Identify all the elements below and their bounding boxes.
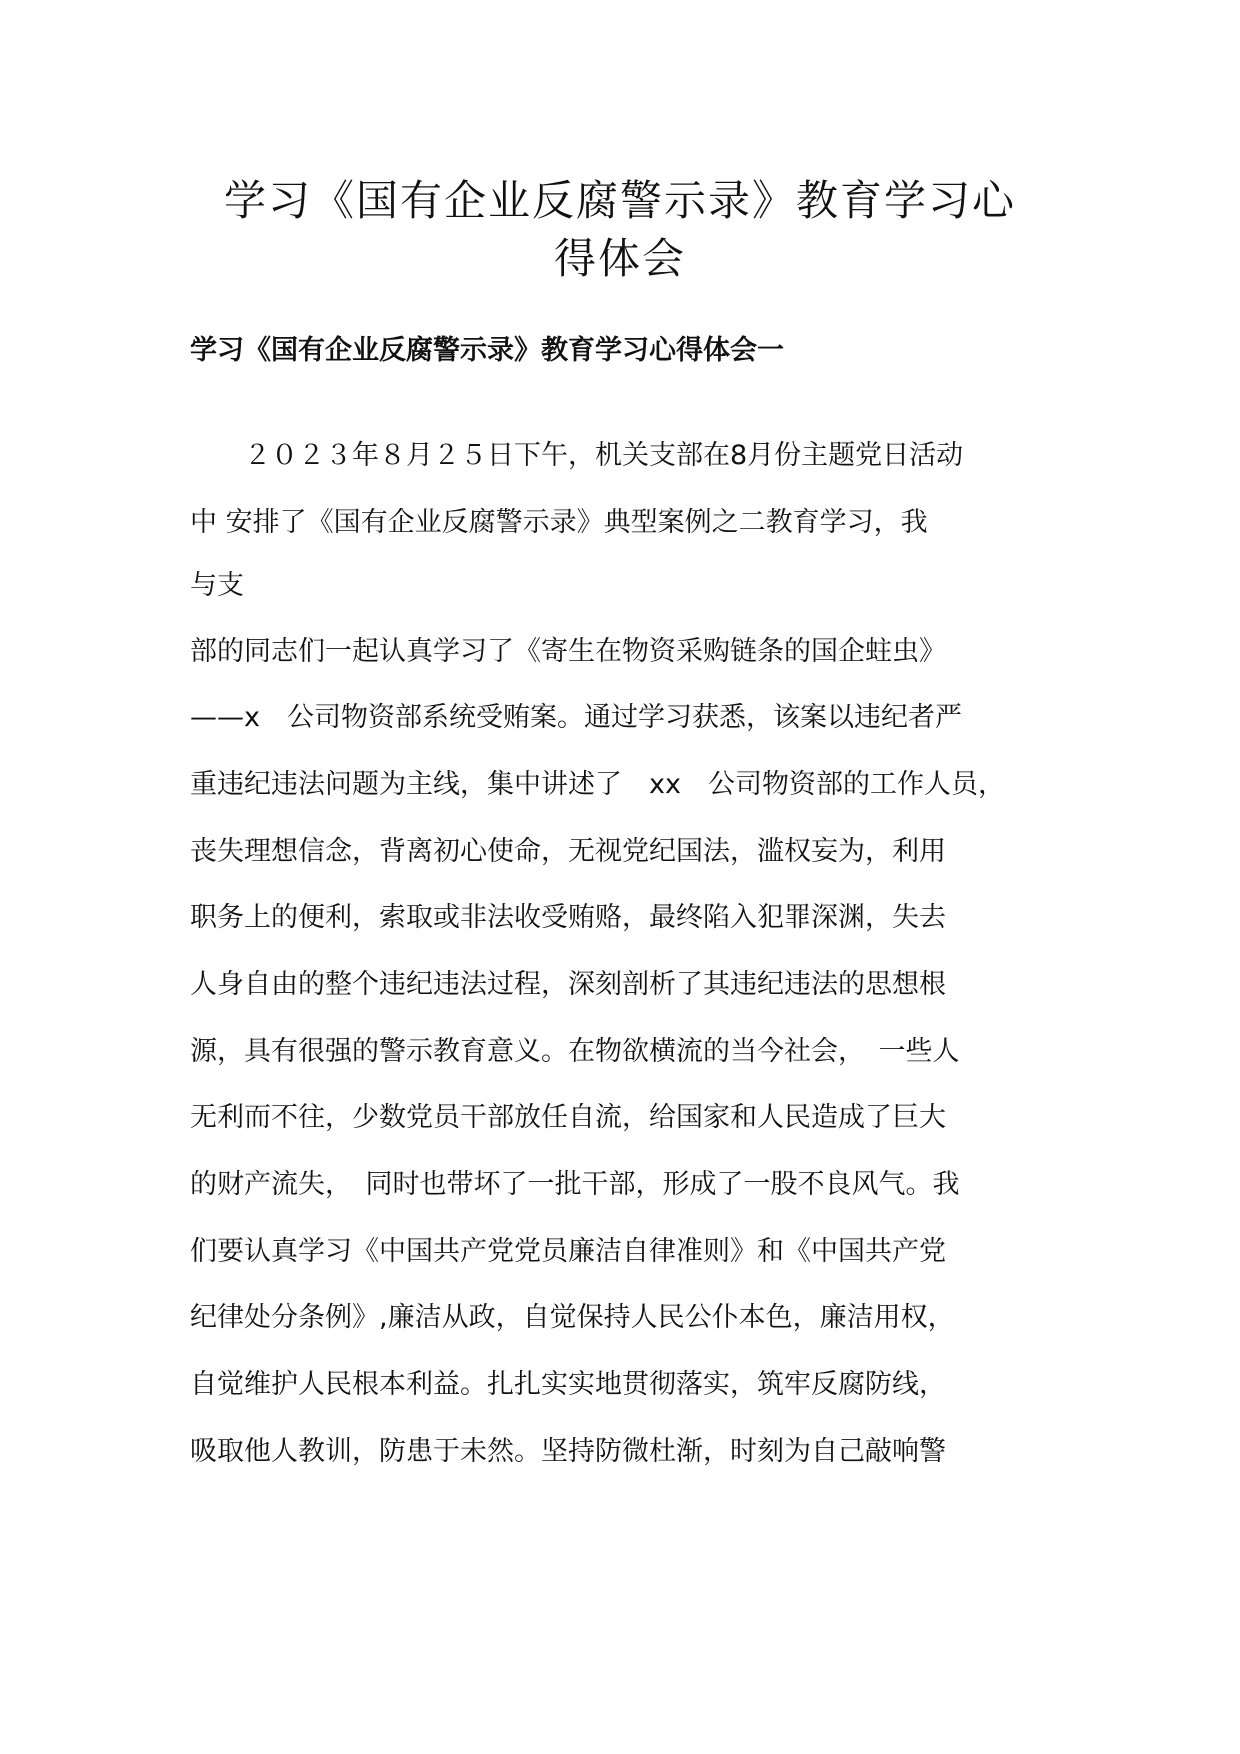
body-line: 中 安排了《国有企业反腐警示录》典型案例之二教育学习，我 <box>190 507 928 538</box>
body-line: 自觉维护人民根本利益。扎扎实实地贯彻落实，筑牢反腐防线， <box>190 1369 946 1400</box>
body-line: ——x 公司物资部系统受贿案。通过学习获悉，该案以违纪者严 <box>190 702 962 733</box>
body-line: 吸取他人教训，防患于未然。坚持防微杜渐，时刻为自己敲响警 <box>190 1436 946 1467</box>
body-line: 职务上的便利，索取或非法收受贿赂，最终陷入犯罪深渊，失去 <box>190 902 946 933</box>
title-line-1: 学习《国有企业反腐警示录》教育学习心 <box>223 176 1016 225</box>
body-line: 人身自由的整个违纪违法过程，深刻剖析了其违纪违法的思想根 <box>190 969 946 1000</box>
body-line: 无利而不往，少数党员干部放任自流，给国家和人民造成了巨大 <box>190 1102 946 1133</box>
body-line: 丧失理想信念，背离初心使命，无视党纪国法，滥权妄为，利用 <box>190 836 946 867</box>
body-line: 与支 <box>190 570 244 601</box>
title-line-2: 得体会 <box>553 234 686 283</box>
body-line: ２０２３年８月２５日下午，机关支部在8月份主题党日活动 <box>190 440 964 471</box>
body-line: 重违纪违法问题为主线，集中讲述了 xx 公司物资部的工作人员， <box>190 769 1005 800</box>
body-line: 源，具有很强的警示教育意义。在物欲横流的当今社会， 一些人 <box>190 1036 960 1067</box>
document-title <box>160 172 1080 288</box>
body-line: 纪律处分条例》,廉洁从政，自觉保持人民公仆本色，廉洁用权， <box>190 1302 955 1333</box>
body-line: 们要认真学习《中国共产党党员廉洁自律准则》和《中国共产党 <box>190 1236 946 1267</box>
body-line: 的财产流失， 同时也带坏了一批干部，形成了一股不良风气。我 <box>190 1169 960 1200</box>
section-subtitle: 学习《国有企业反腐警示录》教育学习心得体会一 <box>190 335 784 366</box>
body-line: 部的同志们一起认真学习了《寄生在物资采购链条的国企蛀虫》 <box>190 636 946 667</box>
